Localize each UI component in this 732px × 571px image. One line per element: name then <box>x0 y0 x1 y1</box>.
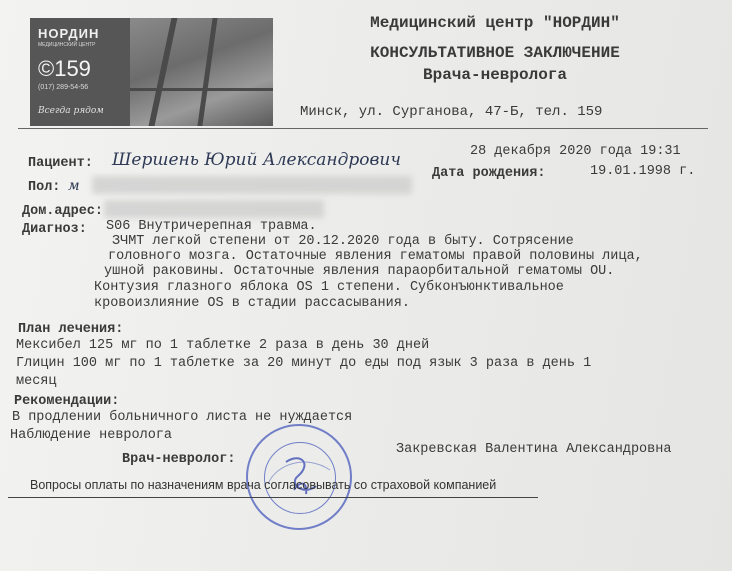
logo-number: ©159 <box>38 56 91 81</box>
patient-name: Шершень Юрий Александрович <box>112 150 401 170</box>
footer-divider <box>8 497 538 498</box>
diagnosis-line: Контузия глазного яблока OS 1 степени. Субконъюнктивальное <box>94 280 564 295</box>
recommendations-label: Рекомендации: <box>14 394 120 409</box>
logo-tagline: МЕДИЦИНСКИЙ ЦЕНТР <box>38 42 96 48</box>
doctor-role-label: Врач-невролог: <box>122 452 236 467</box>
logo-brand: НОРДИН <box>38 26 100 41</box>
doctor-stamp <box>246 424 352 530</box>
redacted-area <box>92 176 412 194</box>
recommendation-line: Наблюдение невролога <box>10 428 173 443</box>
diagnosis-line: ЗЧМТ легкой степени от 20.12.2020 года в быту. Сотрясение <box>112 234 574 249</box>
logo-slogan: Всегда рядом <box>38 106 104 116</box>
footer-note: Вопросы оплаты по назначениям врача согласовывать со страховой компанией <box>30 478 497 492</box>
redacted-address <box>104 200 324 218</box>
dob-value: 19.01.1998 г. <box>590 164 696 179</box>
address-label: Дом.адрес: <box>22 204 104 219</box>
doctor-name: Закревская Валентина Александровна <box>396 442 672 457</box>
building-beam <box>130 88 273 91</box>
clinic-logo <box>30 18 273 126</box>
clinic-address: Минск, ул. Сурганова, 47-Б, тел. 159 <box>300 104 603 120</box>
sex-label: Пол: <box>28 180 61 195</box>
center-name: Медицинский центр "НОРДИН" <box>370 14 620 32</box>
treatment-label: План лечения: <box>18 322 124 337</box>
treatment-line: Глицин 100 мг по 1 таблетке за 20 минут до еды под язык 3 раза в день 1 <box>16 356 592 371</box>
dob-label: Дата рождения: <box>432 166 546 181</box>
header-divider <box>18 128 708 129</box>
sex-value: м <box>68 178 80 194</box>
recommendation-line: В продлении больничного листа не нуждается <box>12 410 353 425</box>
treatment-line: месяц <box>16 374 57 389</box>
stamp-signature-icon <box>246 424 352 530</box>
patient-label: Пациент: <box>28 156 93 171</box>
diagnosis-line: головного мозга. Остаточные явления гематомы правой половины лица, <box>108 249 643 264</box>
document-title: КОНСУЛЬТАТИВНОЕ ЗАКЛЮЧЕНИЕ <box>370 44 620 62</box>
treatment-line: Мексибел 125 мг по 1 таблетке 2 раза в день 30 дней <box>16 338 430 353</box>
document-subtitle: Врача-невролога <box>422 66 568 84</box>
diagnosis-line: кровоизлияние OS в стадии рассасывания. <box>94 296 410 311</box>
diagnosis-line: S06 Внутричерепная травма. <box>106 219 317 234</box>
logo-phone: (017) 289-54-56 <box>38 84 89 91</box>
diagnosis-line: ушной раковины. Остаточные явления параорбитальной гематомы OU. <box>104 264 615 279</box>
visit-datetime: 28 декабря 2020 года 19:31 <box>470 144 681 159</box>
diagnosis-label: Диагноз: <box>22 222 87 237</box>
